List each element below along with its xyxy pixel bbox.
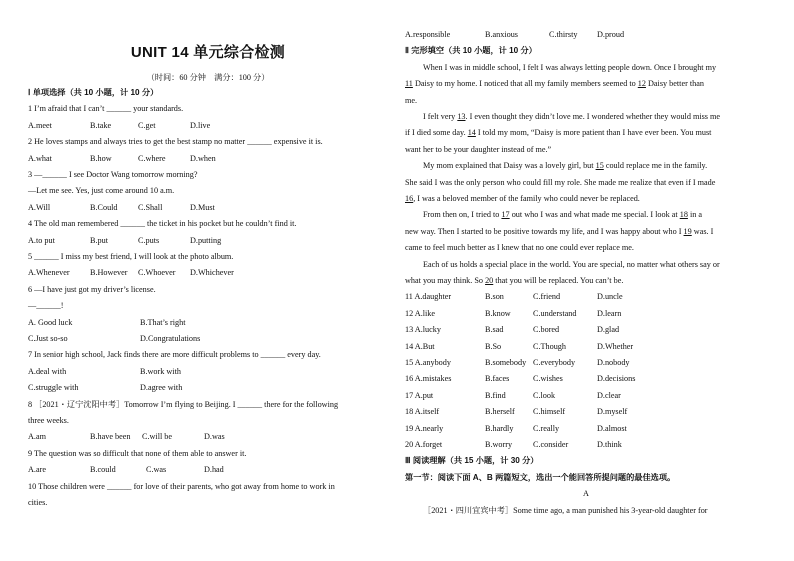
option-c: C.really — [533, 423, 560, 433]
cloze-line — [405, 273, 767, 289]
question-7-options-row2 — [28, 380, 388, 396]
option-c: C.will be — [142, 432, 173, 442]
option-a: A. Good luck — [28, 317, 73, 327]
option-b: B.have been — [90, 432, 131, 442]
option-c: C.bored — [533, 325, 560, 335]
option-d: D.Whether — [597, 341, 634, 351]
cloze-text: was. I — [691, 226, 714, 236]
cloze-text: new way. Then I started to be positive towards my life, and I was happy about who I — [405, 226, 684, 236]
cloze-line — [405, 109, 767, 125]
question-4: 4 The old man remembered ______ the ticket in his pocket but he couldn’t find it. — [28, 219, 297, 229]
option-a: A.Whenever — [28, 268, 70, 278]
question-2: 2 He loves stamps and always tries to get the best stamp no matter ______ expensive it is. — [28, 137, 323, 147]
cloze-line — [405, 191, 767, 207]
option-d: D.live — [190, 120, 211, 130]
cloze-option-row — [405, 404, 767, 420]
option-b: B.somebody — [485, 358, 527, 368]
option-c: C.Just so-so — [28, 334, 68, 343]
cloze-text: I felt very — [423, 112, 458, 122]
option-b: B.hardly — [485, 423, 514, 433]
option-d: D.proud — [597, 30, 625, 39]
left-column — [28, 0, 388, 511]
blank-18: 18 — [679, 210, 688, 220]
option-d: D.putting — [190, 235, 222, 245]
question-6-options-row2 — [28, 331, 388, 347]
question-8-options — [28, 429, 388, 445]
option-a: 13 A.lucky — [405, 325, 441, 335]
option-b: B.faces — [485, 374, 510, 384]
cloze-text: out who I was and what made me special. I look at — [509, 210, 680, 220]
question-10-options — [405, 27, 767, 43]
question-7: 7 In senior high school, Jack finds there are more difficult problems to ______ every day. — [28, 350, 321, 360]
option-c: C.Though — [533, 341, 566, 351]
option-a: 18 A.itself — [405, 407, 440, 417]
option-a: A.deal with — [28, 366, 67, 376]
option-b: B.worry — [485, 440, 513, 449]
option-d: D.glad — [597, 325, 620, 335]
cloze-line — [405, 224, 767, 240]
cloze-line: came to feel much better as I knew that no one could ever replace me. — [405, 243, 634, 253]
section-1-heading: Ⅰ 单项选择（共 10 小题，计 10 分） — [28, 88, 159, 97]
option-b: B.find — [485, 390, 506, 400]
option-d: D.had — [204, 465, 224, 475]
option-d: D.uncle — [597, 292, 623, 302]
option-c: C.Shall — [138, 202, 163, 212]
passage-label: A — [583, 489, 589, 499]
question-5: 5 ______ I miss my best friend, I will look at the photo album. — [28, 252, 234, 261]
option-c: C.wishes — [533, 374, 563, 384]
cloze-line — [405, 125, 767, 141]
blank-14: 14 — [467, 128, 476, 138]
cloze-option-row — [405, 437, 767, 453]
cloze-line: Each of us holds a special place in the world. You are special, no matter what others say or — [423, 259, 720, 269]
blank-19: 19 — [683, 226, 692, 236]
cloze-text: if I died some day. — [405, 128, 468, 138]
option-a: 11 A.daughter — [405, 292, 452, 302]
question-5-options — [28, 265, 388, 281]
option-d: D.myself — [597, 407, 628, 417]
blank-11: 11 — [405, 79, 413, 89]
option-d: D.agree with — [140, 383, 183, 393]
blank-15: 15 — [595, 161, 604, 171]
option-c: C.get — [138, 120, 156, 130]
cloze-option-row — [405, 371, 767, 387]
blank-12: 12 — [637, 79, 646, 89]
question-1-options — [28, 118, 388, 134]
option-c: C.was — [146, 465, 167, 475]
option-b: B.herself — [485, 407, 515, 417]
option-c: C.where — [138, 153, 166, 163]
option-b: B.put — [90, 235, 108, 245]
option-c: C.friend — [533, 292, 561, 302]
option-b: B.So — [485, 341, 502, 351]
question-9-options — [28, 462, 388, 478]
question-10: 10 Those children were ______ for love of their parents, who got away from home to work in — [28, 481, 335, 491]
option-a: A.responsible — [405, 30, 451, 39]
option-b: B.sad — [485, 325, 504, 335]
cloze-text: what you may think. So — [405, 276, 486, 286]
option-c: C.look — [533, 390, 556, 400]
option-d: D.was — [204, 432, 225, 442]
option-a: A.what — [28, 153, 52, 163]
option-c: C.struggle with — [28, 383, 79, 393]
question-8: 8 ［2021・辽宁沈阳中考］Tomorrow I’m flying to Beijing. I ______ there for the following — [28, 399, 339, 409]
blank-17: 17 — [501, 210, 510, 220]
option-b: B.could — [90, 465, 116, 475]
option-c: C.himself — [533, 407, 566, 417]
option-d: D.clear — [597, 390, 621, 400]
cloze-option-row — [405, 289, 767, 305]
cloze-option-row — [405, 339, 767, 355]
blank-16: 16 — [405, 194, 414, 204]
option-d: D.Congratulations — [140, 334, 201, 343]
page-title: UNIT 14 单元综合检测 — [130, 44, 286, 61]
option-b: B.work with — [140, 366, 181, 376]
option-d: D.Must — [190, 202, 215, 212]
question-10-cont: cities. — [28, 497, 48, 507]
question-2-options — [28, 151, 388, 167]
option-d: D.think — [597, 440, 622, 449]
option-c: C.Whoever — [138, 268, 176, 278]
section-3-heading: Ⅲ 阅读理解（共 15 小题，计 30 分） — [405, 456, 539, 466]
cloze-line: When I was in middle school, I felt I was always letting people down. Once I brought my — [423, 62, 717, 72]
cloze-option-row — [405, 322, 767, 338]
cloze-text: My mom explained that Daisy was a lovely girl, but — [423, 161, 596, 171]
cloze-option-row — [405, 306, 767, 322]
question-3-options — [28, 200, 388, 216]
option-a: A.to put — [28, 235, 55, 245]
question-4-options — [28, 233, 388, 249]
question-3-reply: —Let me see. Yes, just come around 10 a.m. — [28, 186, 175, 196]
option-b: B.However — [90, 268, 128, 278]
option-a: 20 A.forget — [405, 440, 443, 449]
option-c: C.puts — [138, 235, 160, 245]
cloze-option-row — [405, 421, 767, 437]
option-b: B.Could — [90, 202, 118, 212]
page-subtitle: （时间：60 分钟 满分：100 分） — [146, 73, 270, 82]
cloze-line — [405, 207, 767, 223]
option-d: D.when — [190, 153, 216, 163]
option-c: C.consider — [533, 440, 569, 449]
option-a: 19 A.nearly — [405, 423, 444, 433]
cloze-line: want her to be your daughter instead of me.” — [405, 144, 552, 154]
cloze-text: could replace me in the family. — [603, 161, 708, 171]
option-b: B.take — [90, 120, 112, 130]
option-b: B.son — [485, 292, 504, 302]
cloze-text: that you will be replaced. You can’t be. — [493, 276, 624, 286]
option-a: A.am — [28, 432, 46, 442]
option-a: 15 A.anybody — [405, 358, 451, 368]
question-1: 1 I’m afraid that I can’t ______ your standards. — [28, 104, 184, 114]
question-9: 9 The question was so difficult that none of them able to answer it. — [28, 448, 247, 458]
question-8-cont: three weeks. — [28, 415, 69, 425]
cloze-line: me. — [405, 95, 418, 105]
option-a: A.Will — [28, 202, 51, 212]
cloze-line: She said I was the only person who could fill my role. She made me realize that even if I made — [405, 177, 716, 187]
blank-20: 20 — [485, 276, 494, 286]
cloze-text: Daisy to my home. I noticed that all my family members seemed to — [412, 79, 638, 89]
option-b: B.anxious — [485, 30, 518, 39]
option-d: D.Whichever — [190, 268, 234, 278]
section-2-heading: Ⅱ 完形填空（共 10 小题，计 10 分） — [405, 46, 537, 56]
cloze-text: . I even thought they didn’t love me. I wondered whether they would miss me — [465, 112, 721, 122]
cloze-text: in a — [687, 210, 703, 220]
part-1-heading: 第一节：阅读下面 A、B 两篇短文，选出一个能回答所提问题的最佳选项。 — [405, 472, 676, 482]
option-a: 14 A.But — [405, 341, 435, 351]
question-6-options-row1 — [28, 315, 388, 331]
option-a: 17 A.put — [405, 390, 434, 400]
cloze-line — [405, 158, 767, 174]
option-a: 16 A.mistakes — [405, 374, 452, 384]
option-d: D.nobody — [597, 358, 630, 368]
option-b: B.know — [485, 308, 511, 318]
blank-13: 13 — [457, 112, 466, 122]
option-c: C.thirsty — [549, 30, 578, 39]
option-d: D.learn — [597, 308, 622, 318]
option-a: 12 A.like — [405, 308, 436, 318]
option-a: A.are — [28, 465, 46, 475]
cloze-text: , I was a beloved member of the family who could never be replaced. — [413, 194, 640, 204]
question-7-options-row1 — [28, 364, 388, 380]
cloze-line — [405, 76, 767, 92]
cloze-text: From then on, I tried to — [423, 210, 502, 220]
option-d: D.almost — [597, 423, 627, 433]
cloze-text: I told my mom, “Daisy is more patient than I have ever been. You must — [475, 128, 712, 138]
option-a: A.meet — [28, 120, 52, 130]
option-c: C.understand — [533, 308, 577, 318]
option-b: B.how — [90, 153, 112, 163]
cloze-options — [405, 289, 767, 453]
option-b: B.That’s right — [140, 317, 186, 327]
cloze-option-row — [405, 388, 767, 404]
question-6: 6 —I have just got my driver’s license. — [28, 284, 156, 294]
cloze-option-row — [405, 355, 767, 371]
passage-a-first-line: ［2021・四川宜宾中考］Some time ago, a man punished his 3-year-old daughter for — [423, 505, 708, 515]
option-d: D.decisions — [597, 374, 636, 384]
right-column — [405, 27, 767, 519]
question-3: 3 —______ I see Doctor Wang tomorrow morning? — [28, 170, 198, 179]
option-c: C.everybody — [533, 358, 576, 368]
question-6-reply: —______! — [28, 301, 64, 311]
cloze-text: Daisy better than — [645, 79, 704, 89]
